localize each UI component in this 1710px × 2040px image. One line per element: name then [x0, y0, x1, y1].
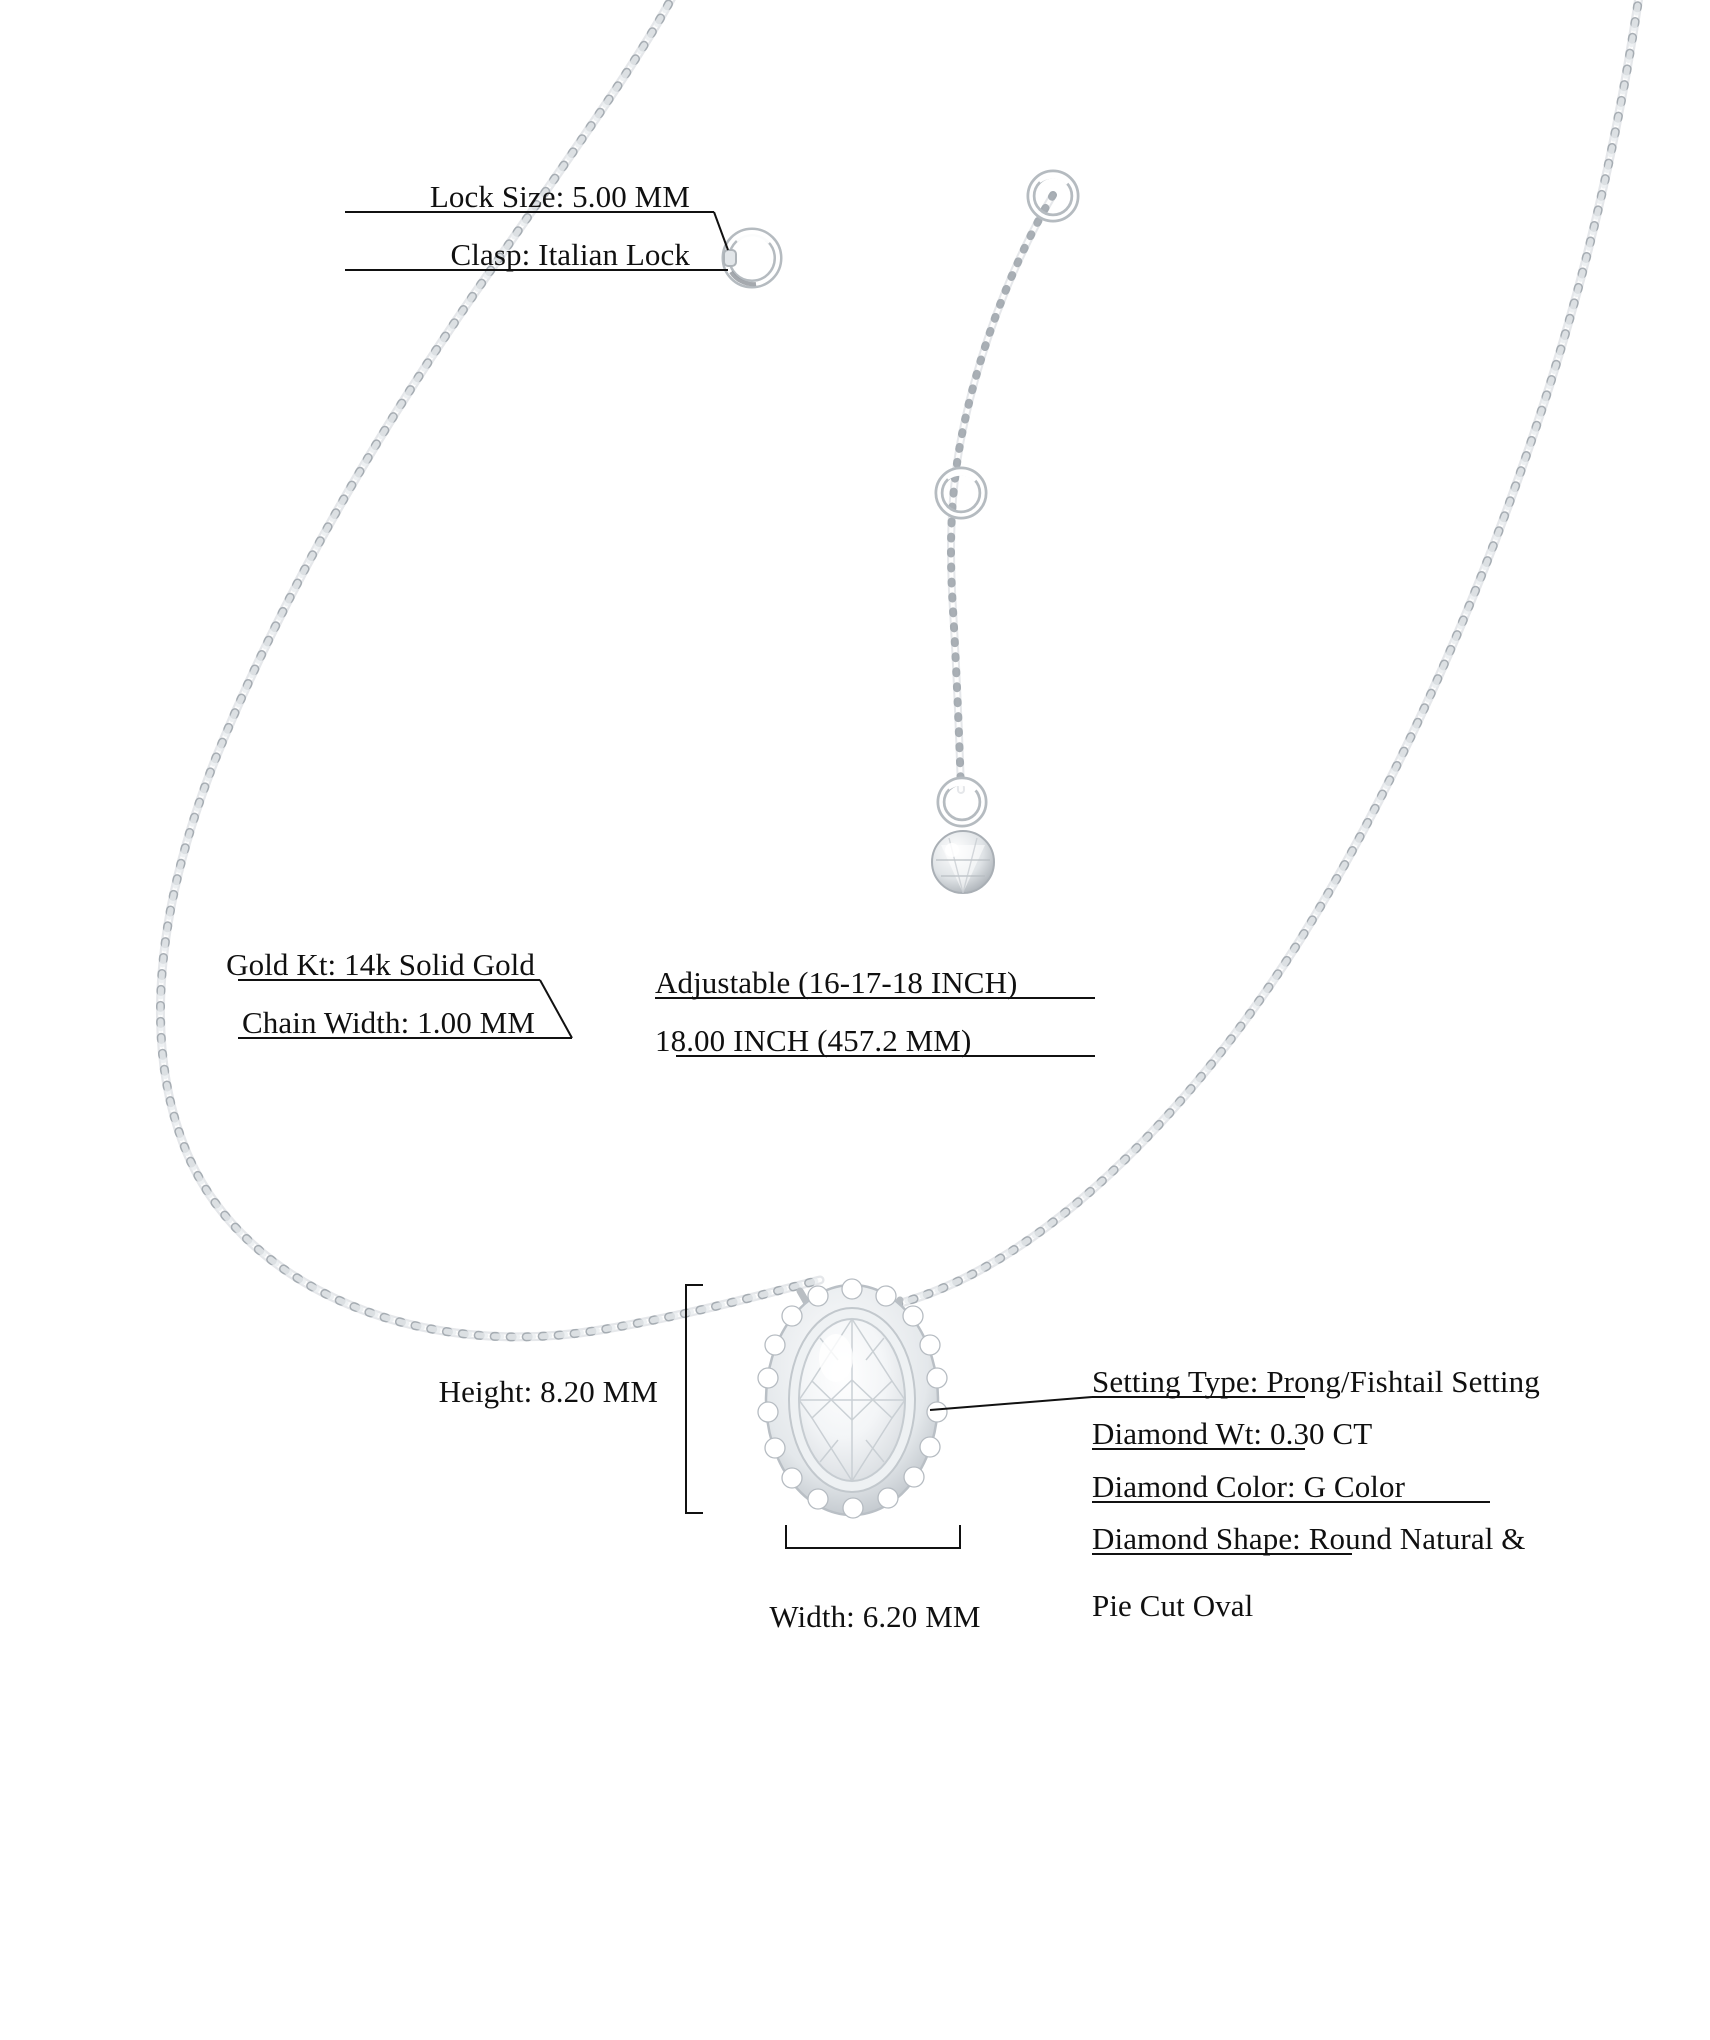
label-lock-size: Lock Size: 5.00 MM	[429, 179, 690, 214]
label-gold-kt: Gold Kt: 14k Solid Gold	[226, 947, 535, 982]
adjuster-ring-top	[1031, 174, 1075, 218]
adjuster-ring-middle	[939, 471, 983, 515]
clasp-italian-lock	[724, 232, 778, 284]
extender-chain	[951, 195, 1053, 790]
pendant-oval-halo	[758, 1279, 947, 1518]
label-diamond-weight: Diamond Wt: 0.30 CT	[1092, 1416, 1373, 1451]
label-pendant-height: Height: 8.20 MM	[438, 1374, 658, 1409]
end-tag-disc	[932, 831, 994, 893]
chain-right	[865, 0, 1640, 1312]
label-diamond-color: Diamond Color: G Color	[1092, 1469, 1406, 1504]
label-diamond-shape-continued: Pie Cut Oval	[1092, 1588, 1254, 1623]
label-setting-type: Setting Type: Prong/Fishtail Setting	[1092, 1364, 1540, 1399]
adjuster-ring-bottom	[941, 781, 983, 823]
label-pendant-width: Width: 6.20 MM	[769, 1599, 981, 1634]
leader-lines	[238, 212, 1490, 1554]
label-chain-width: Chain Width: 1.00 MM	[242, 1005, 535, 1040]
label-diamond-shape: Diamond Shape: Round Natural &	[1092, 1521, 1526, 1556]
label-total-length: 18.00 INCH (457.2 MM)	[655, 1023, 972, 1058]
label-clasp: Clasp: Italian Lock	[450, 237, 690, 272]
label-adjustable-length: Adjustable (16-17-18 INCH)	[655, 965, 1018, 1000]
